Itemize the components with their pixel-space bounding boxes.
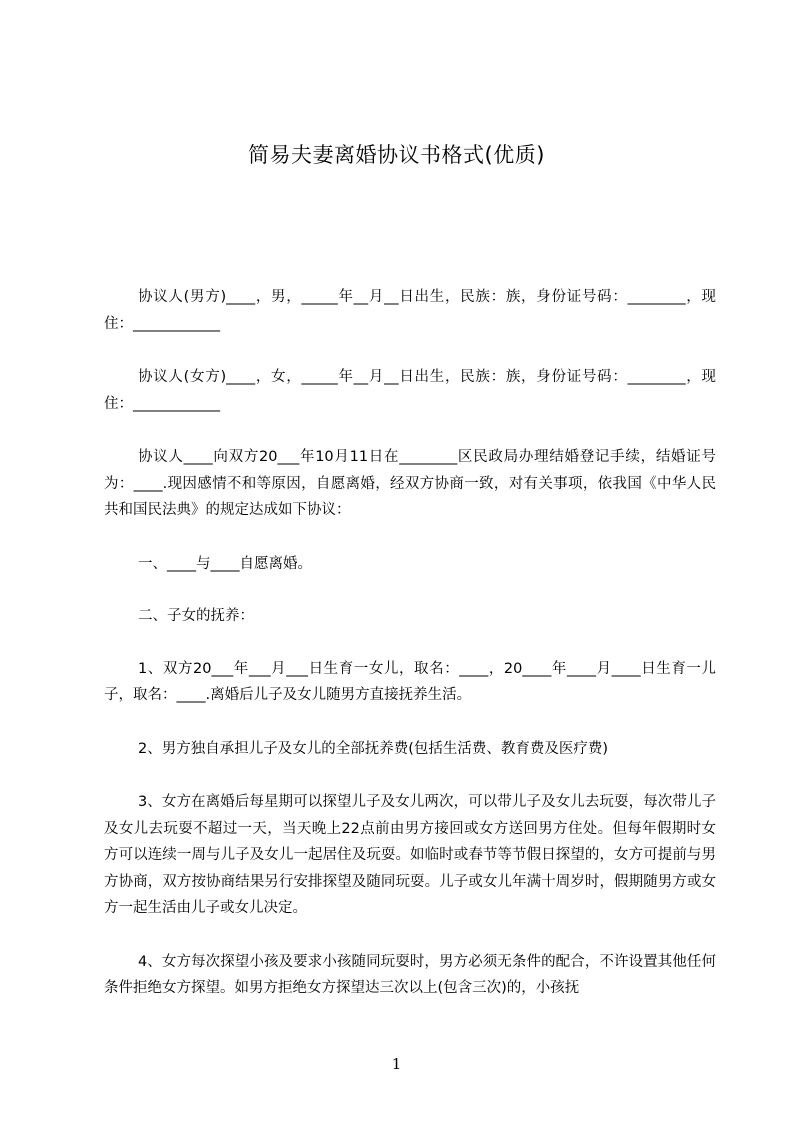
paragraph-child-support: 2、男方独自承担儿子及女儿的全部抚养费(包括生活费、教育费及医疗费) xyxy=(138,740,609,757)
paragraph-clause-1: 一、____与____自愿离婚。 xyxy=(138,555,312,572)
paragraph-clause-2-heading: 二、子女的抚养： xyxy=(138,608,254,624)
paragraph-female-party: 协议人(女方)____，女，_____年__月__日出生，民族：族，身份证号码：________，现住：____________ xyxy=(104,369,716,412)
document-title: 简易夫妻离婚协议书格式(优质) xyxy=(248,143,545,167)
paragraph-marriage-registration: 协议人____向双方20___年10月11日在________区民政局办理结婚登记手续，结婚证号为：____.现因感情不和等原因，自愿离婚，经双方协商一致，对有关事项，依我国《中华人民共和国民法典》的规定达成如下协议： xyxy=(104,449,716,518)
paragraph-visitation-cooperation: 4、女方每次探望小孩及要求小孩随同玩耍时，男方必须无条件的配合，不许设置其他任何条件拒绝女方探望。如男方拒绝女方探望达三次以上(包含三次)的，小孩抚 xyxy=(104,953,716,996)
paragraph-visitation: 3、女方在离婚后每星期可以探望儿子及女儿两次，可以带儿子及女儿去玩耍，每次带儿子及女儿去玩耍不超过一天，当天晚上22点前由男方接回或女方送回男方住处。但每年假期时女方可以连续一周与儿子及女儿一起居住及玩耍。如临时或春节等节假日探望的，女方可提前与男方协商，双方按协商结果另行安排探望及随同玩耍。儿子或女儿年满十周岁时，假期随男方或女方一起生活由儿子或女儿决定。 xyxy=(104,794,716,916)
paragraph-male-party: 协议人(男方)____，男，_____年__月__日出生，民族：族，身份证号码：________，现住：____________ xyxy=(104,289,716,332)
document-body xyxy=(104,284,716,1029)
page-number: 1 xyxy=(391,1055,402,1073)
paragraph-children-birth: 1、双方20___年___月___日生育一女儿，取名：____，20____年____月____日生育一儿子，取名：____.离婚后儿子及女儿随男方直接抚养生活。 xyxy=(104,660,716,703)
